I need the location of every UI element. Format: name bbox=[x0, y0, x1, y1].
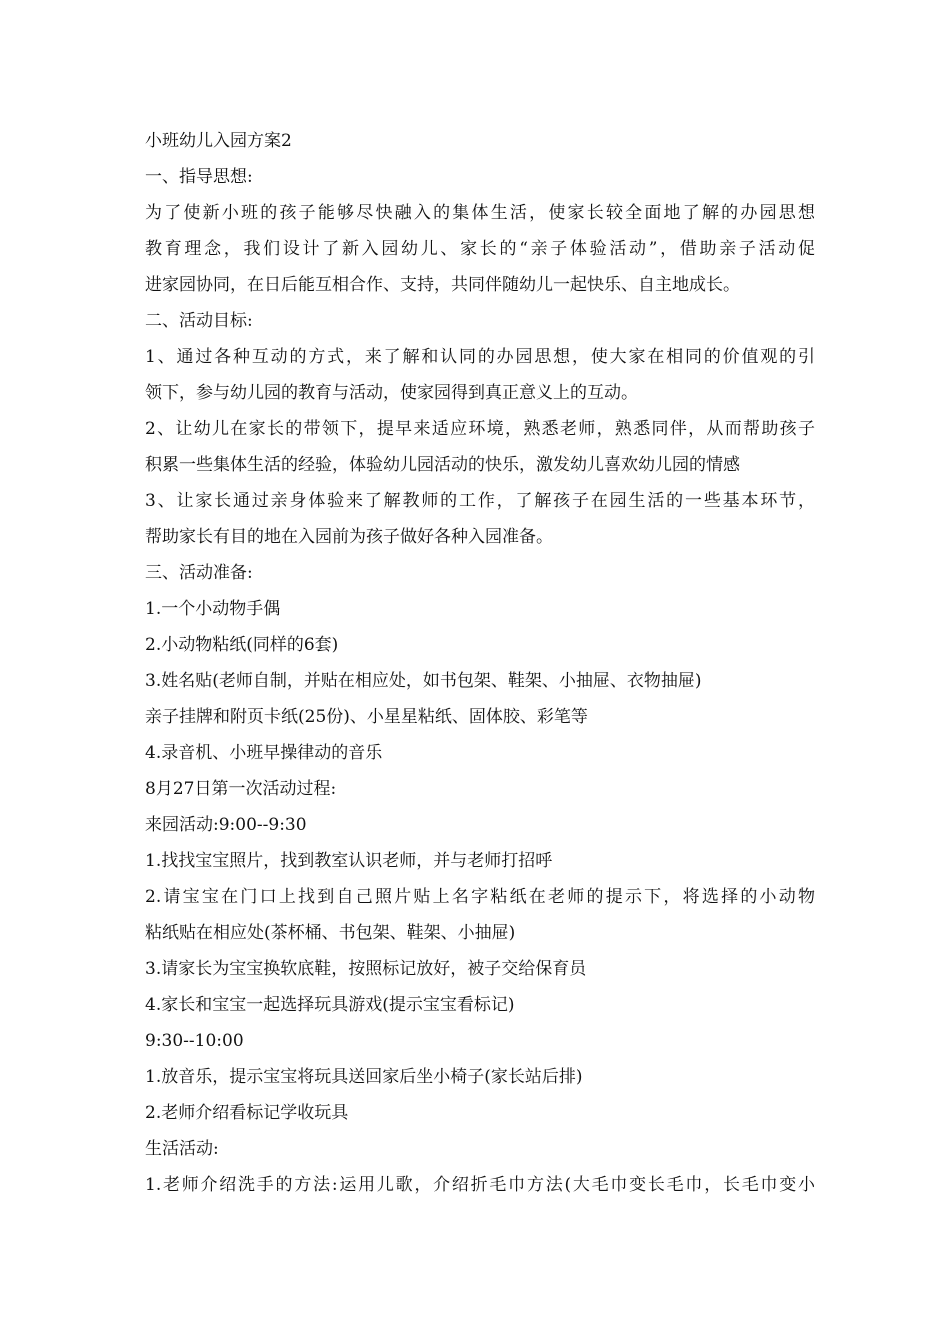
document-title: 小班幼儿入园方案2 bbox=[145, 131, 292, 151]
heading-first-activity: 8月27日第一次活动过程: bbox=[145, 779, 337, 799]
document-body bbox=[145, 123, 815, 1203]
heading-life-activity: 生活活动: bbox=[145, 1139, 219, 1159]
paragraph-line: 进家园协同，在日后能互相合作、支持，共同伴随幼儿一起快乐、自主地成长。 bbox=[145, 275, 740, 295]
paragraph-line: 教育理念，我们设计了新入园幼儿、家长的“亲子体验活动”，借助亲子活动促 bbox=[145, 239, 815, 259]
list-item: 2.请宝宝在门口上找到自己照片贴上名字粘纸在老师的提示下，将选择的小动物 bbox=[145, 887, 815, 907]
list-item: 4.录音机、小班早操律动的音乐 bbox=[145, 743, 383, 763]
list-item: 粘纸贴在相应处(茶杯桶、书包架、鞋架、小抽屉) bbox=[145, 923, 516, 943]
section-time: 来园活动:9:00--9:30 bbox=[145, 815, 307, 835]
list-item: 亲子挂牌和附页卡纸(25份)、小星星粘纸、固体胶、彩笔等 bbox=[145, 707, 588, 727]
paragraph-line: 1、通过各种互动的方式，来了解和认同的办园思想，使大家在相同的价值观的引 bbox=[145, 347, 815, 367]
paragraph-line: 帮助家长有目的地在入园前为孩子做好各种入园准备。 bbox=[145, 527, 553, 547]
paragraph-line: 3、让家长通过亲身体验来了解教师的工作，了解孩子在园生活的一些基本环节， bbox=[145, 491, 815, 511]
list-item: 2.老师介绍看标记学收玩具 bbox=[145, 1103, 349, 1123]
list-item: 1.一个小动物手偶 bbox=[145, 599, 281, 619]
list-item: 2.小动物粘纸(同样的6套) bbox=[145, 635, 339, 655]
list-item: 1.找找宝宝照片，找到教室认识老师，并与老师打招呼 bbox=[145, 851, 553, 871]
paragraph-line: 领下，参与幼儿园的教育与活动，使家园得到真正意义上的互动。 bbox=[145, 383, 638, 403]
list-item: 1.放音乐，提示宝宝将玩具送回家后坐小椅子(家长站后排) bbox=[145, 1067, 583, 1087]
list-item: 1.老师介绍洗手的方法:运用儿歌，介绍折毛巾方法(大毛巾变长毛巾，长毛巾变小 bbox=[145, 1175, 815, 1195]
paragraph-line: 积累一些集体生活的经验，体验幼儿园活动的快乐，激发幼儿喜欢幼儿园的情感 bbox=[145, 455, 740, 475]
list-item: 3.姓名贴(老师自制，并贴在相应处，如书包架、鞋架、小抽屉、衣物抽屉) bbox=[145, 671, 702, 691]
list-item: 3.请家长为宝宝换软底鞋，按照标记放好，被子交给保育员 bbox=[145, 959, 587, 979]
heading-activity-goals: 二、活动目标: bbox=[145, 311, 253, 331]
list-item: 4.家长和宝宝一起选择玩具游戏(提示宝宝看标记) bbox=[145, 995, 515, 1015]
heading-guiding-thought: 一、指导思想: bbox=[145, 167, 253, 187]
paragraph-line: 为了使新小班的孩子能够尽快融入的集体生活，使家长较全面地了解的办园思想 bbox=[145, 203, 815, 223]
heading-activity-preparation: 三、活动准备: bbox=[145, 563, 253, 583]
section-time: 9:30--10:00 bbox=[145, 1031, 244, 1051]
paragraph-line: 2、让幼儿在家长的带领下，提早来适应环境，熟悉老师，熟悉同伴，从而帮助孩子 bbox=[145, 419, 815, 439]
